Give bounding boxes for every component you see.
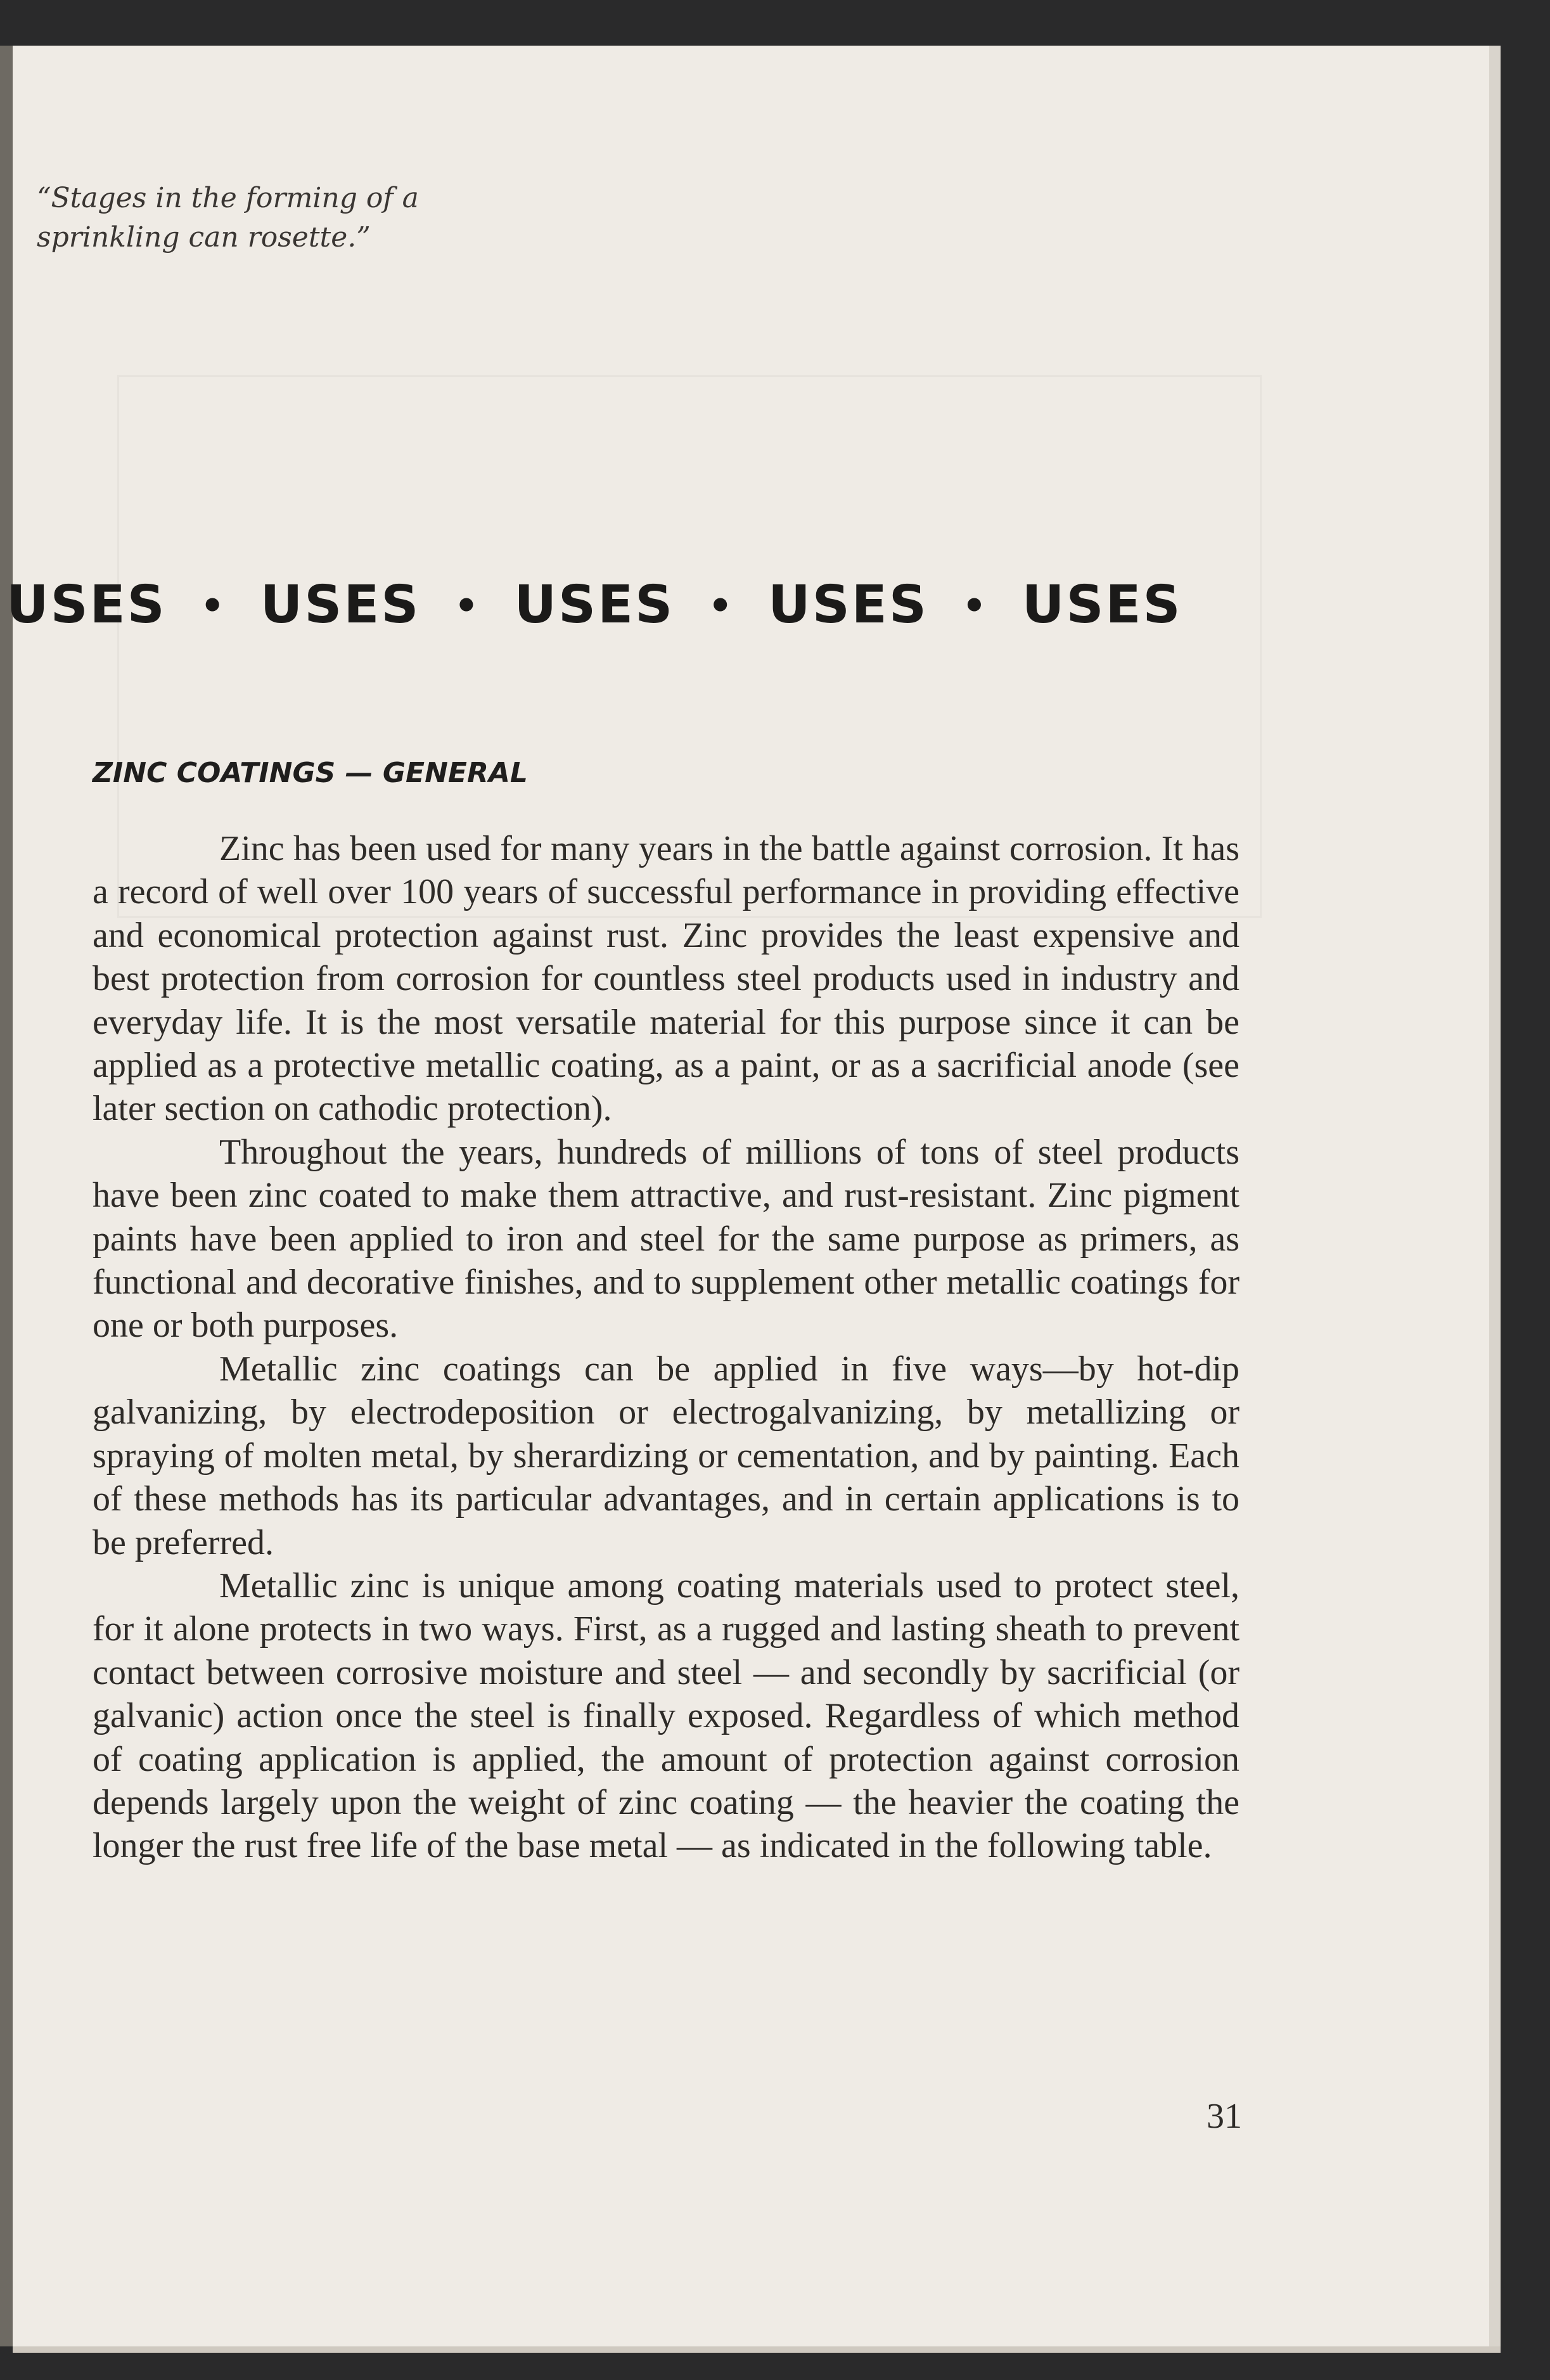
caption-line: “Stages in the forming of a	[37, 182, 419, 214]
banner-separator: •	[454, 584, 481, 628]
banner-word: USES	[1022, 575, 1182, 635]
banner-word: USES	[514, 575, 675, 635]
banner-word: USES	[6, 575, 167, 635]
page-edge	[1489, 46, 1501, 2346]
banner-separator: •	[200, 584, 227, 628]
banner-separator: •	[708, 584, 734, 628]
body-text	[93, 827, 1239, 1868]
photo-caption	[37, 179, 419, 257]
paragraph: Metallic zinc is unique among coating materials used to protect steel, for it alone protects in two ways. First, as a rugged and lasting sheath to prevent contact between corrosive moisture and steel — and secondly by sacrificial (or galvanic) action once the steel is finally exposed. Regardless of which method of coating application is applied, the amount of protection against corrosion depends largely upon the weight of zinc coating — the heavier the coating the longer the rust free life of the base metal — as indicated in the following table.	[93, 1566, 1239, 1866]
uses-banner	[6, 574, 1464, 638]
banner-word: USES	[260, 575, 421, 635]
banner-word: USES	[768, 575, 928, 635]
caption-line: sprinkling can rosette.”	[37, 221, 371, 254]
section-heading: ZINC COATINGS — GENERAL	[93, 757, 528, 789]
paragraph: Metallic zinc coatings can be applied in five ways—by hot-dip galvanizing, by electrodeposition or electrogalvanizing, by metallizing or spraying of molten metal, by sherardizing or cementation, and by painting. Each of these methods has its particular advantages, and in certain applications is to be preferred.	[93, 1349, 1239, 1562]
page-stack-edge	[13, 2346, 1501, 2353]
paragraph: Zinc has been used for many years in the battle against corrosion. It has a record of well over 100 years of successful performance in providing effective and economical protection against rust. Zinc provides the least expensive and best protection from corrosion for countless steel products used in industry and everyday life. It is the most versatile material for this purpose since it can be applied as a protective metallic coating, as a paint, or as a sacrificial anode (see later section on cathodic protection).	[93, 829, 1239, 1129]
book-spine	[0, 46, 13, 2346]
page-number: 31	[1207, 2097, 1242, 2136]
paragraph: Throughout the years, hundreds of millions of tons of steel products have been zinc coated to make them attractive, and rust-resistant. Zinc pigment paints have been applied to iron and steel for the same purpose as primers, as functional and decorative finishes, and to supplement other metallic coatings for one or both purposes.	[93, 1132, 1239, 1346]
banner-separator: •	[962, 584, 989, 628]
